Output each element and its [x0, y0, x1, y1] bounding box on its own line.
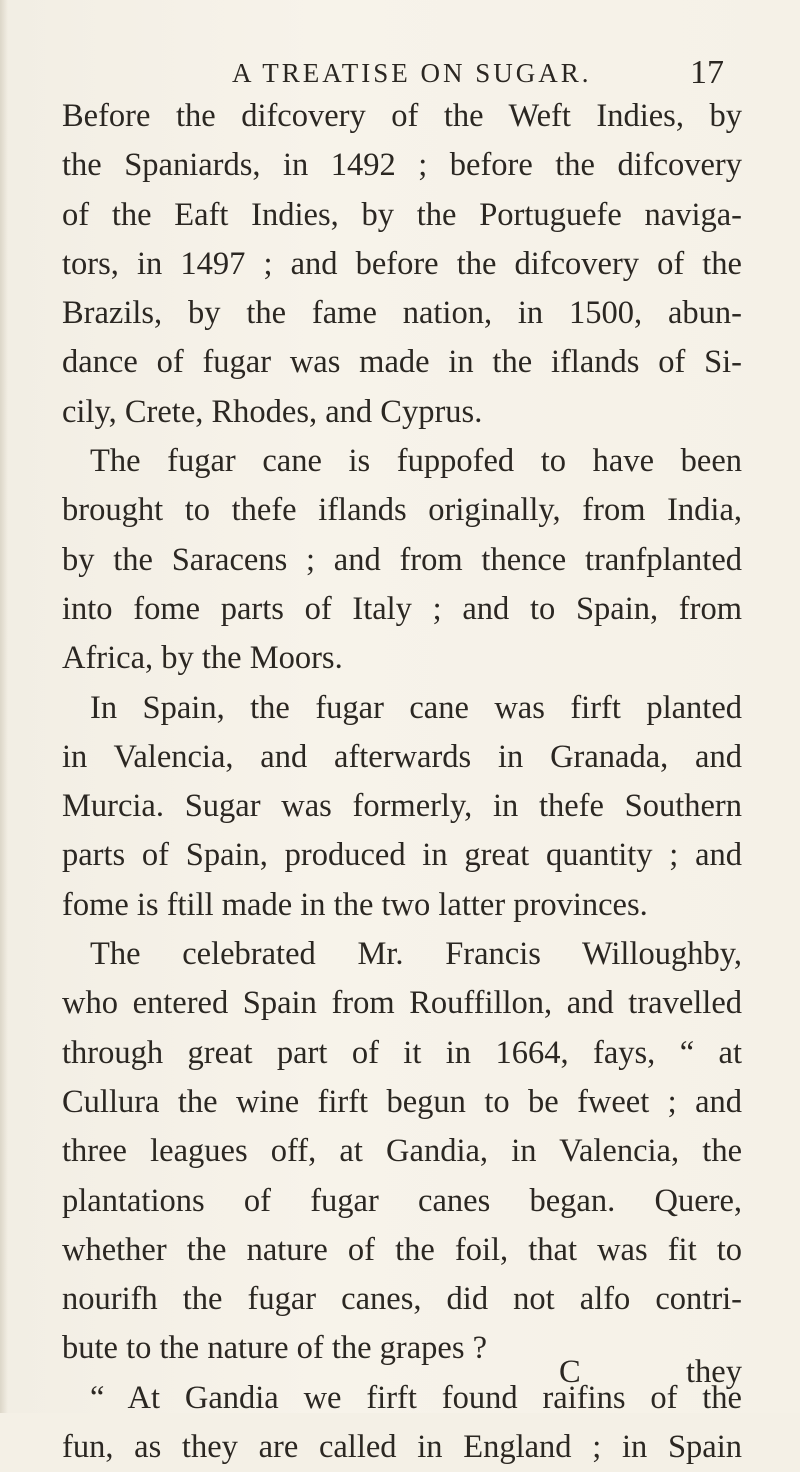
text-line: who entered Spain from Rouffillon, and travelled [62, 985, 742, 1022]
text-line: of the Eaft Indies, by the Portuguefe naviga- [62, 196, 742, 233]
text-line: fome is ftill made in the two latter provinces. [62, 886, 648, 923]
text-line: in Valencia, and afterwards in Granada, and [62, 738, 742, 775]
text-line: bute to the nature of the grapes ? [62, 1330, 488, 1367]
page-number: 17 [690, 54, 724, 91]
catchword: they [686, 1354, 742, 1390]
text-line: The fugar cane is fuppofed to have been [90, 443, 742, 480]
text-line: Africa, by the Moors. [62, 640, 343, 677]
text-line: Cullura the wine firft begun to be fweet ; and [62, 1083, 742, 1120]
text-line: “ At Gandia we firft found raifins of the [90, 1379, 742, 1416]
text-line: through great part of it in 1664, fays, “ at [62, 1034, 742, 1071]
running-title: A TREATISE ON SUGAR. [232, 58, 592, 88]
text-line: brought to thefe iflands originally, from India, [62, 492, 742, 529]
signature-mark: C [559, 1354, 581, 1390]
text-line: In Spain, the fugar cane was firft planted [90, 689, 742, 726]
text-line: plantations of fugar canes began. Quere, [62, 1182, 742, 1219]
text-line: nourifh the fugar canes, did not alfo contri- [62, 1281, 742, 1318]
text-line: Murcia. Sugar was formerly, in thefe Southern [62, 788, 742, 825]
text-line: The celebrated Mr. Francis Willoughby, [90, 936, 742, 973]
text-line: three leagues off, at Gandia, in Valencia, the [62, 1133, 742, 1170]
text-line: cily, Crete, Rhodes, and Cyprus. [62, 393, 483, 430]
text-line: the Spaniards, in 1492 ; before the difcovery [62, 147, 742, 184]
page-footer [62, 1348, 742, 1397]
text-line: whether the nature of the foil, that was fit to [62, 1231, 742, 1268]
text-line: dance of fugar was made in the iflands of Si- [62, 344, 742, 381]
text-line: Brazils, by the fame nation, in 1500, abun- [62, 295, 742, 332]
text-line: by the Saracens ; and from thence tranfplanted [62, 541, 742, 578]
text-line: fun, as they are called in England ; in Spain [62, 1429, 742, 1466]
page-gutter-shadow [0, 0, 8, 1413]
text-line: Before the difcovery of the Weft Indies, by [62, 98, 742, 134]
text-line: into fome parts of Italy ; and to Spain, from [62, 590, 742, 627]
body-text [62, 92, 742, 1472]
text-line: parts of Spain, produced in great quantity ; and [62, 837, 742, 874]
text-line: tors, in 1497 ; and before the difcovery of the [62, 245, 742, 282]
